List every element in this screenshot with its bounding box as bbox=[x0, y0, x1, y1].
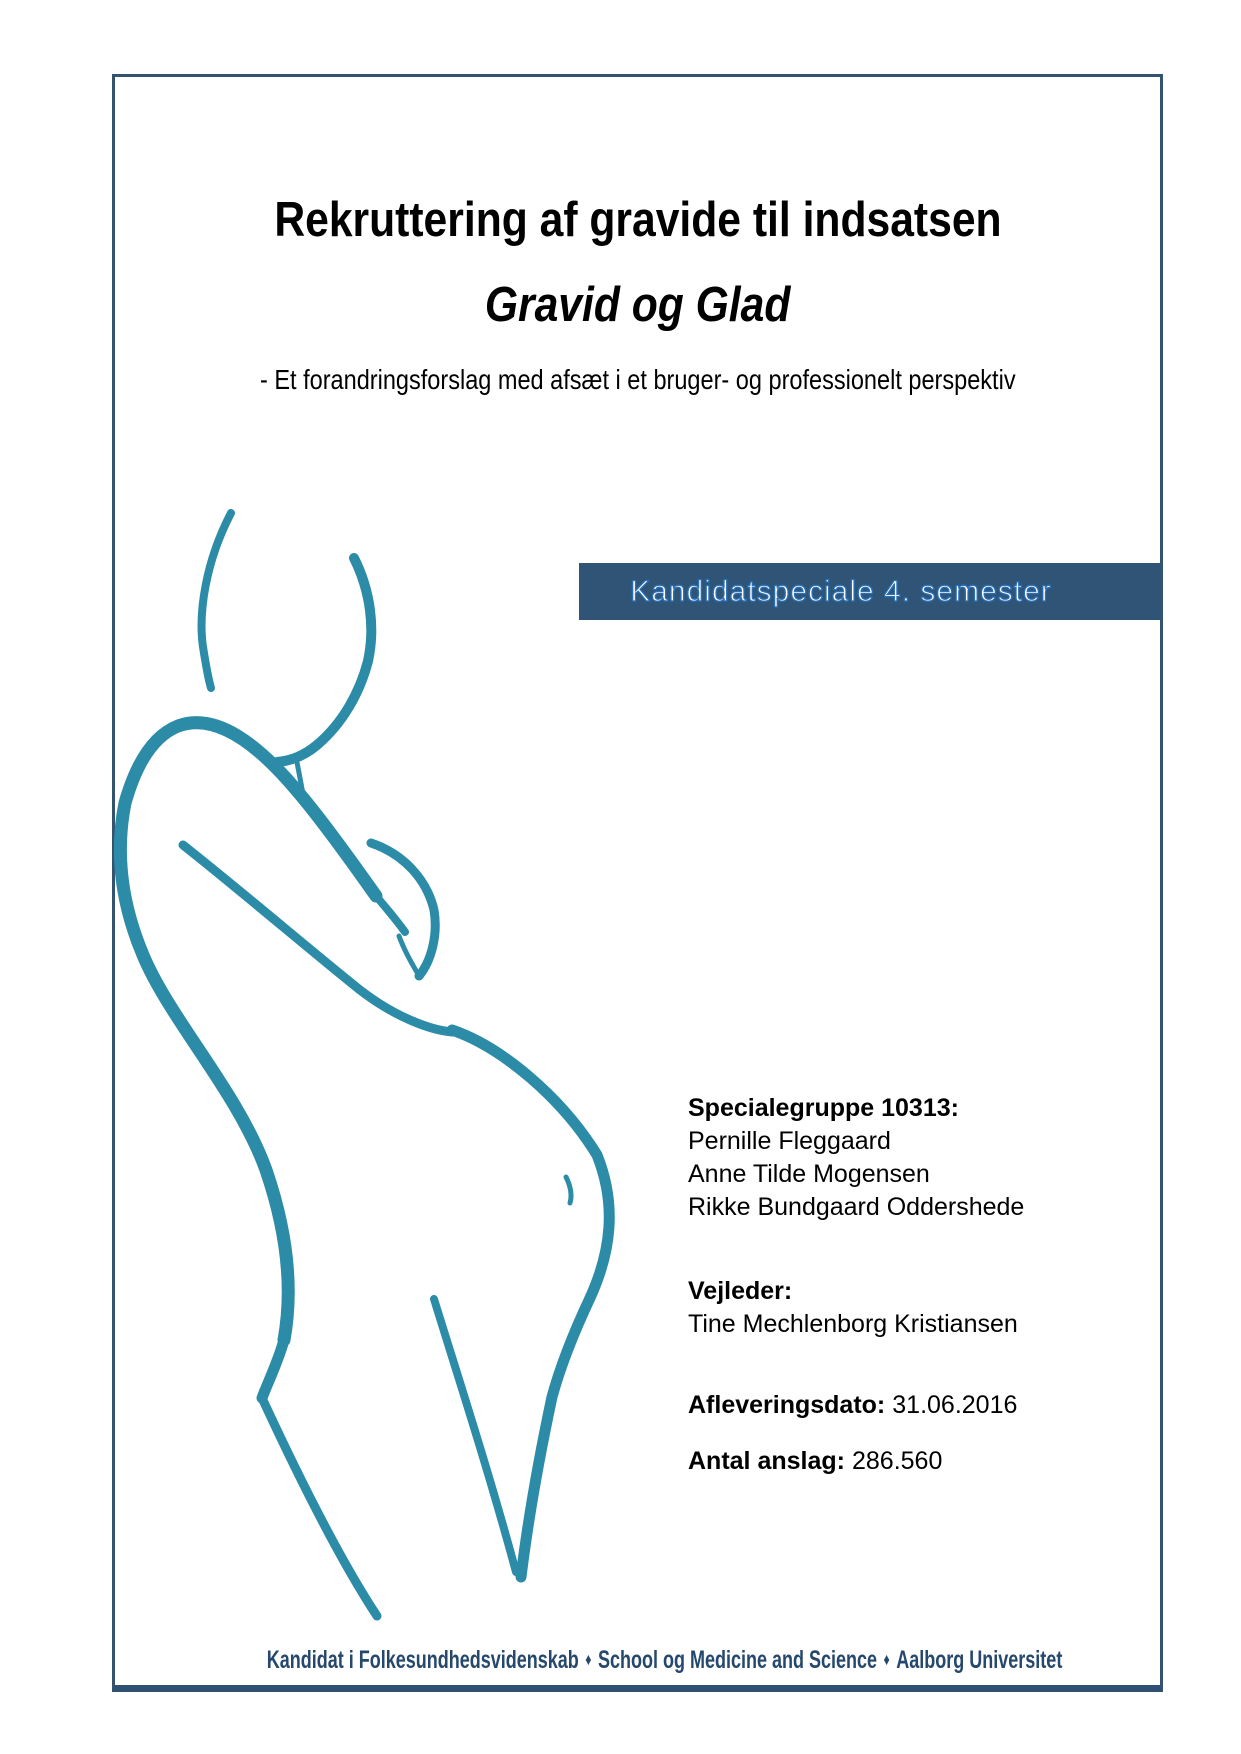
group-member: Anne Tilde Mogensen bbox=[688, 1160, 930, 1188]
footer-part1: Kandidat i Folkesundhedsvidenskab bbox=[266, 1646, 579, 1674]
page-subtitle-text: - Et forandringsforslag med afsæt i et bruger- og professionelt perspektiv bbox=[259, 364, 1016, 395]
footer-part3: Aalborg Universitet bbox=[896, 1646, 1063, 1674]
page-title-line2 bbox=[112, 278, 1163, 332]
page-title-line1-text: Rekruttering af gravide til indsatsen bbox=[273, 193, 1002, 247]
page-title-line2-text: Gravid og Glad bbox=[484, 278, 791, 332]
page-title-line1 bbox=[112, 193, 1163, 247]
group-member: Pernille Fleggaard bbox=[688, 1127, 891, 1155]
group-member: Rikke Bundgaard Oddershede bbox=[688, 1193, 1025, 1221]
footer-text bbox=[267, 1645, 1063, 1678]
footer-part2: School og Medicine and Science bbox=[597, 1646, 878, 1674]
diamond-icon: ♦ bbox=[585, 1650, 592, 1669]
character-count-value: 286.560 bbox=[851, 1447, 943, 1475]
submission-date-value: 31.06.2016 bbox=[892, 1391, 1018, 1419]
submission-date-row bbox=[688, 1389, 1017, 1422]
submission-date-label: Afleveringsdato: bbox=[688, 1391, 886, 1419]
semester-banner-label: Kandidatspeciale 4. semester bbox=[630, 574, 1052, 608]
supervisor-block bbox=[688, 1275, 1018, 1341]
supervisor-label: Vejleder: bbox=[688, 1277, 793, 1305]
group-block bbox=[688, 1092, 1024, 1224]
semester-banner bbox=[579, 563, 1163, 620]
footer bbox=[112, 1645, 1163, 1678]
group-label: Specialegruppe 10313: bbox=[688, 1094, 959, 1122]
diamond-icon: ♦ bbox=[883, 1650, 890, 1669]
character-count-row bbox=[688, 1445, 942, 1478]
character-count-label: Antal anslag: bbox=[688, 1447, 845, 1475]
page-subtitle bbox=[112, 366, 1163, 394]
supervisor-name: Tine Mechlenborg Kristiansen bbox=[688, 1310, 1018, 1338]
